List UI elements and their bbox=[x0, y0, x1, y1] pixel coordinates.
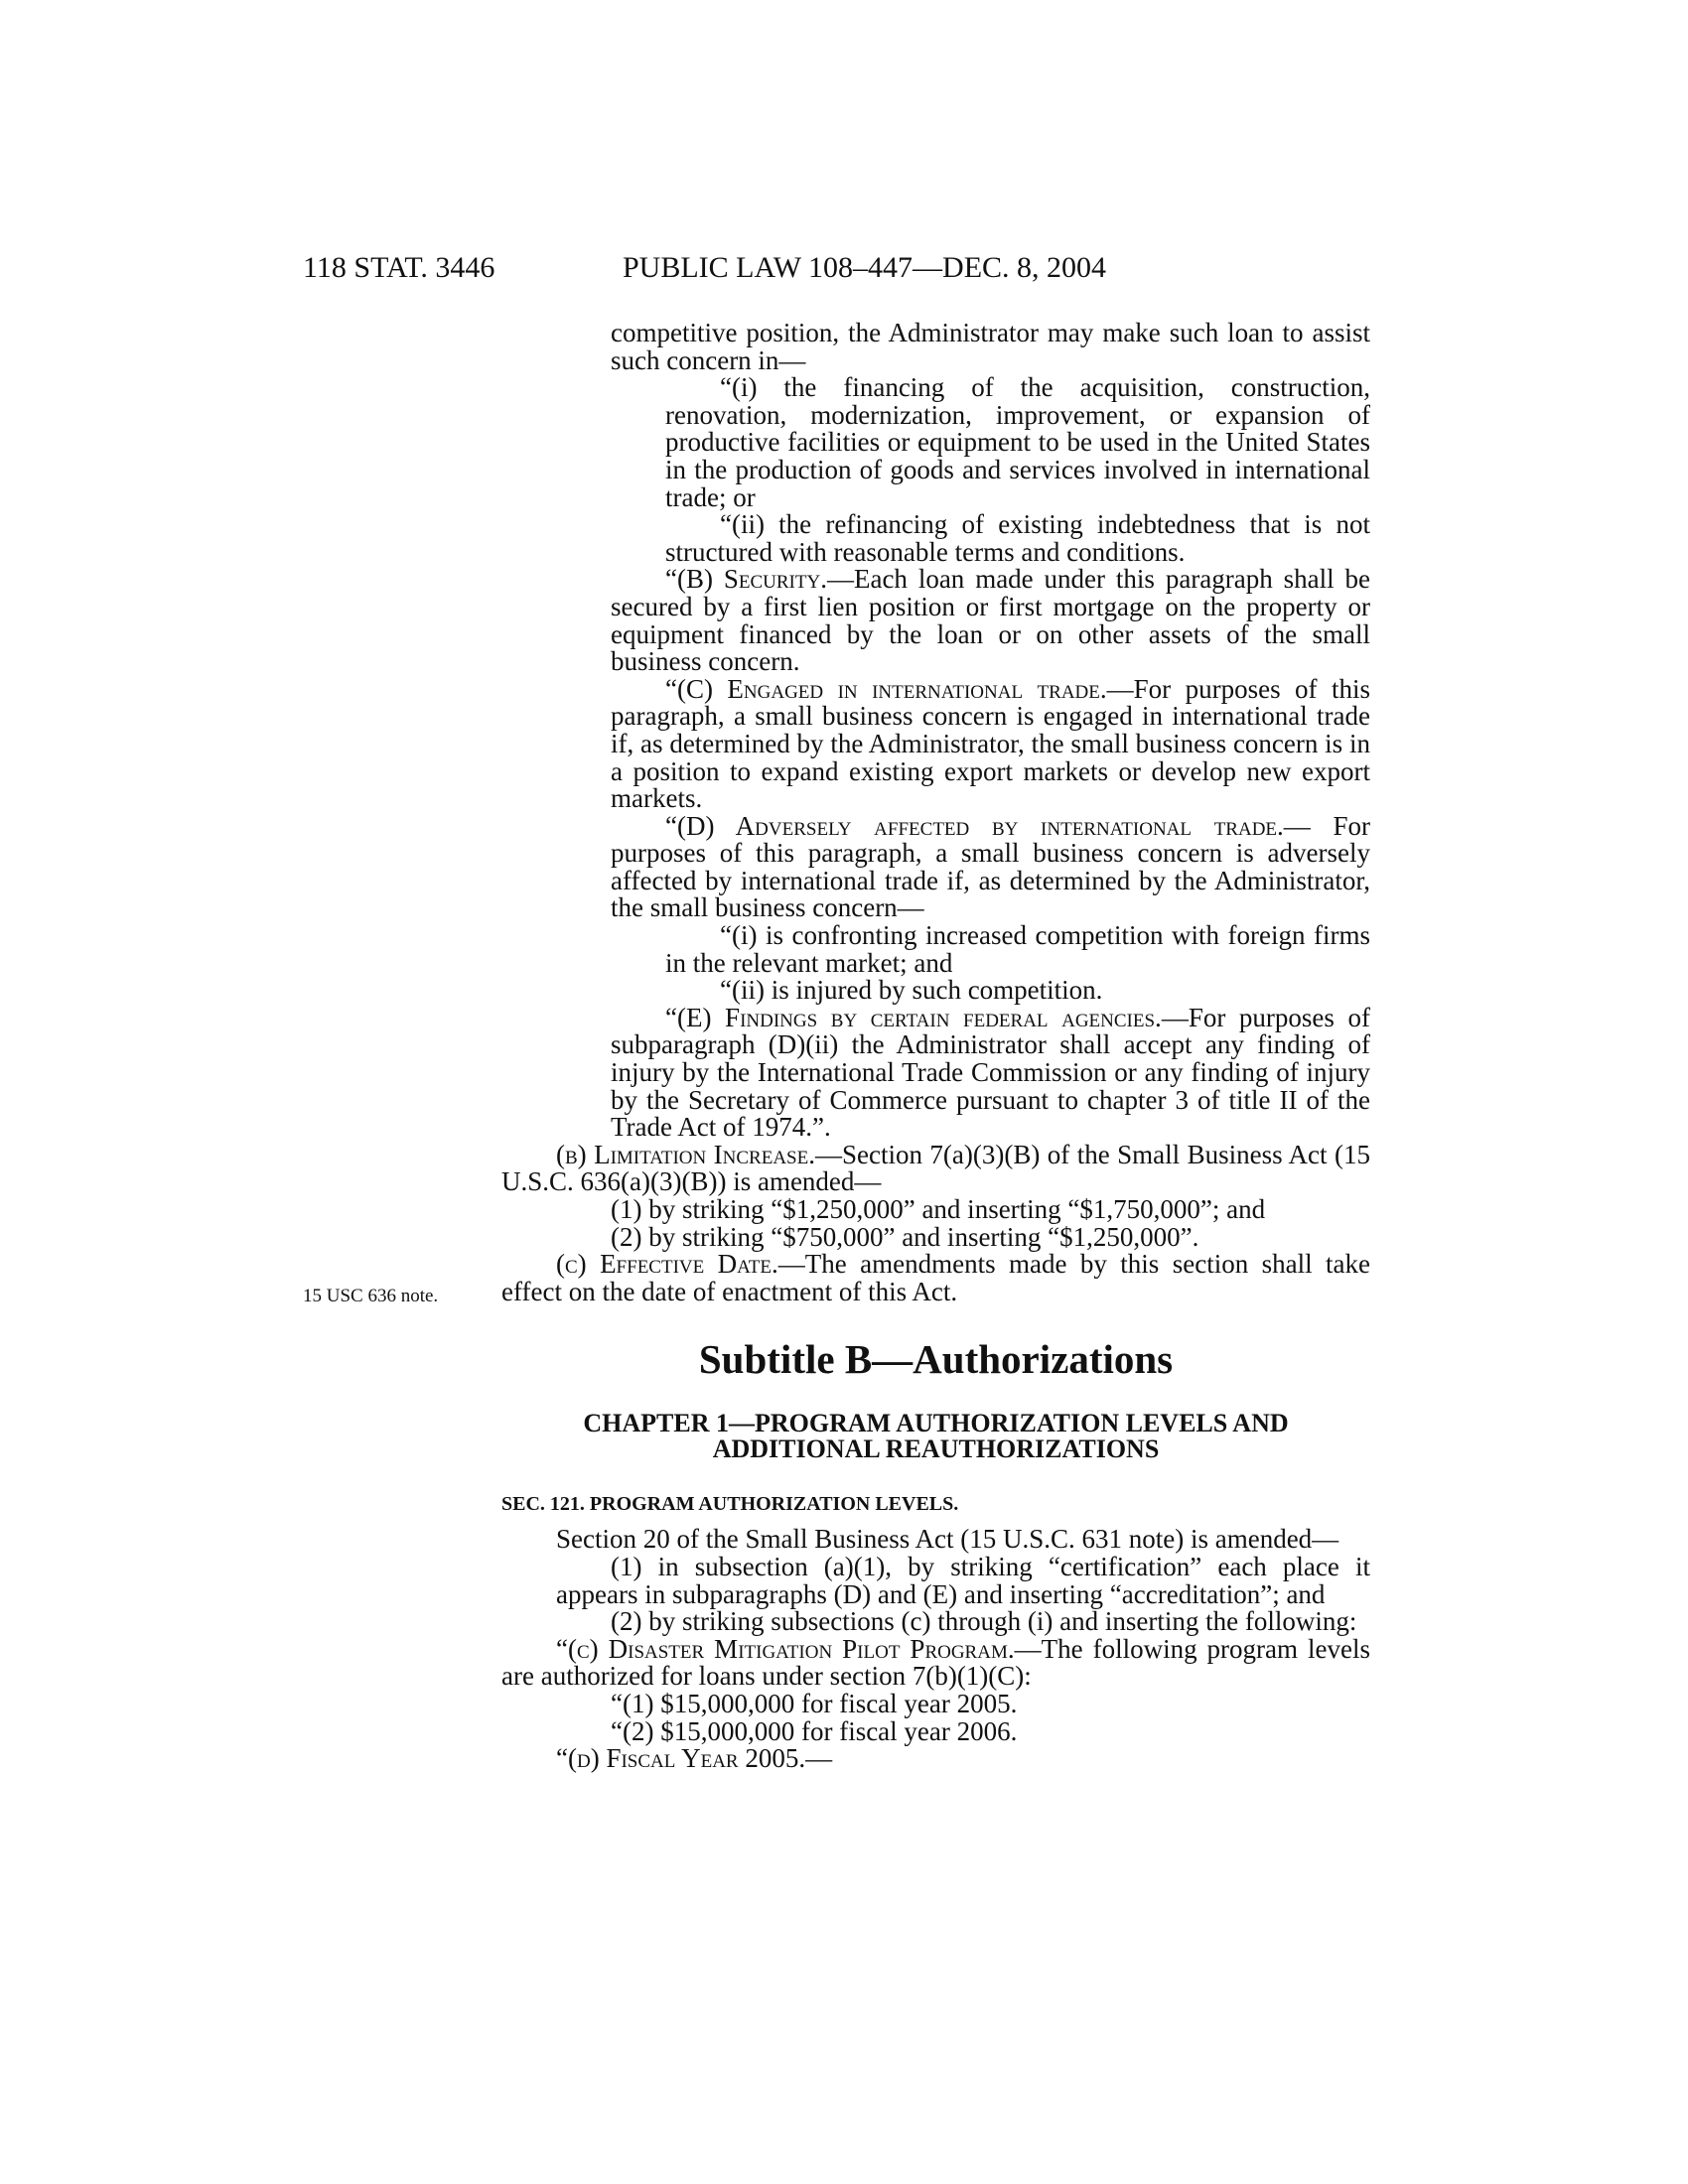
subparagraph-d bbox=[501, 810, 1370, 923]
subparagraph-d-clause-ii: “(ii) is injured by such competition. bbox=[720, 975, 1103, 1006]
subparagraph-d-clause-i: “(i) is confronting increased competition with foreign firms in the relevant market; and bbox=[665, 920, 1370, 978]
inserted-subsection-c-item-1: “(1) $15,000,000 for fiscal year 2005. bbox=[611, 1688, 1018, 1718]
subtitle-heading: Subtitle B—Authorizations bbox=[698, 1336, 1174, 1383]
subsection-b-item-2: (2) by striking “$750,000” and inserting “$1,250,000”. bbox=[611, 1221, 1199, 1252]
margin-note: 15 USC 636 note. bbox=[303, 1286, 439, 1306]
page-stat-citation: 118 STAT. 3446 bbox=[303, 251, 495, 284]
clause-ii: “(ii) the refinancing of existing indebtedness that is not structured with reasonable terms and conditions. bbox=[665, 509, 1370, 567]
subparagraph-e-heading: “(E) Findings by certain federal agencies. bbox=[665, 1002, 1162, 1032]
subsection-c-heading: (c) Effective Date. bbox=[556, 1249, 778, 1280]
subparagraph-d-text: — For purposes of this paragraph, a small business concern is adversely affected by international trade if, as determined by the Administrator, the small business concern— bbox=[611, 810, 1370, 923]
subsection-c-text: —The amendments made by this section shall take effect on the date of enactment of this Act. bbox=[501, 1249, 1370, 1306]
inserted-subsection-d bbox=[501, 1745, 1370, 1773]
chapter-heading-line-2: ADDITIONAL REAUTHORIZATIONS bbox=[712, 1434, 1160, 1464]
paragraph-continuation: competitive position, the Administrator may make such loan to assist such concern in— bbox=[611, 318, 1370, 375]
subparagraph-b-text: —Each loan made under this paragraph shall be secured by a first lien position or first mortgage on the property or equipment financed by the loan or on other assets of the small business concern. bbox=[611, 564, 1371, 677]
section-121-intro: Section 20 of the Small Business Act (15 U.S.C. 631 note) is amended— bbox=[556, 1524, 1339, 1555]
inserted-subsection-d-text: — bbox=[805, 1743, 833, 1774]
section-heading: SEC. 121. PROGRAM AUTHORIZATION LEVELS. bbox=[501, 1493, 959, 1516]
inserted-subsection-c-text: —The following program levels are authorized for loans under section 7(b)(1)(C): bbox=[501, 1633, 1370, 1692]
subparagraph-b bbox=[501, 566, 1370, 675]
subparagraph-e-text: —For purposes of subparagraph (D)(ii) the Administrator shall accept any finding of injury by the International Trade Commission or any finding of injury by the Secretary of Commerce pursuant to chapter 3 of title II of the Trade Act of 1974.”. bbox=[611, 1002, 1370, 1143]
subsection-b-heading: (b) Limitation Increase. bbox=[556, 1139, 815, 1169]
running-header: PUBLIC LAW 108–447—DEC. 8, 2004 bbox=[623, 251, 1107, 284]
subsection-b-item-1: (1) by striking “$1,250,000” and inserting “$1,750,000”; and bbox=[611, 1194, 1266, 1224]
subsection-b-text: —Section 7(a)(3)(B) of the Small Business Act (15 U.S.C. 636(a)(3)(B)) is amended— bbox=[501, 1139, 1370, 1197]
subsection-c bbox=[501, 1251, 1370, 1305]
subparagraph-b-heading: “(B) Security. bbox=[665, 564, 827, 595]
inserted-subsection-c-heading: “(c) Disaster Mitigation Pilot Program. bbox=[556, 1633, 1015, 1664]
subparagraph-d-heading: “(D) Adversely affected by international trade. bbox=[665, 810, 1284, 841]
inserted-subsection-c bbox=[501, 1633, 1370, 1692]
subparagraph-c bbox=[501, 673, 1371, 814]
chapter-heading bbox=[501, 1411, 1370, 1462]
subsection-b bbox=[501, 1139, 1370, 1197]
subparagraph-c-heading: “(C) Engaged in international trade. bbox=[665, 673, 1107, 704]
section-121-item-1: (1) in subsection (a)(1), by striking “certification” each place it appears in subparagraphs (D) and (E) and inserting “accreditation”; and bbox=[556, 1551, 1370, 1609]
document-body bbox=[501, 320, 1370, 1773]
inserted-subsection-d-heading: “(d) Fiscal Year 2005. bbox=[556, 1743, 806, 1774]
chapter-heading-line-1: CHAPTER 1—PROGRAM AUTHORIZATION LEVELS AND bbox=[583, 1409, 1289, 1438]
subparagraph-c-text: —For purposes of this paragraph, a small business concern is engaged in international trade if, as determined by the Administrator, the small business concern is in a position to expand existing export markets or develop new export markets. bbox=[611, 673, 1371, 814]
clause-i: “(i) the financing of the acquisition, construction, renovation, modernization, improvement, or expansion of productive facilities or equipment to be used in the United States in the production of goods and services involved in international trade; or bbox=[665, 372, 1370, 512]
inserted-subsection-c-item-2: “(2) $15,000,000 for fiscal year 2006. bbox=[611, 1715, 1018, 1746]
subparagraph-e bbox=[501, 1002, 1370, 1143]
section-121-item-2: (2) by striking subsections (c) through (i) and inserting the following: bbox=[611, 1606, 1357, 1637]
